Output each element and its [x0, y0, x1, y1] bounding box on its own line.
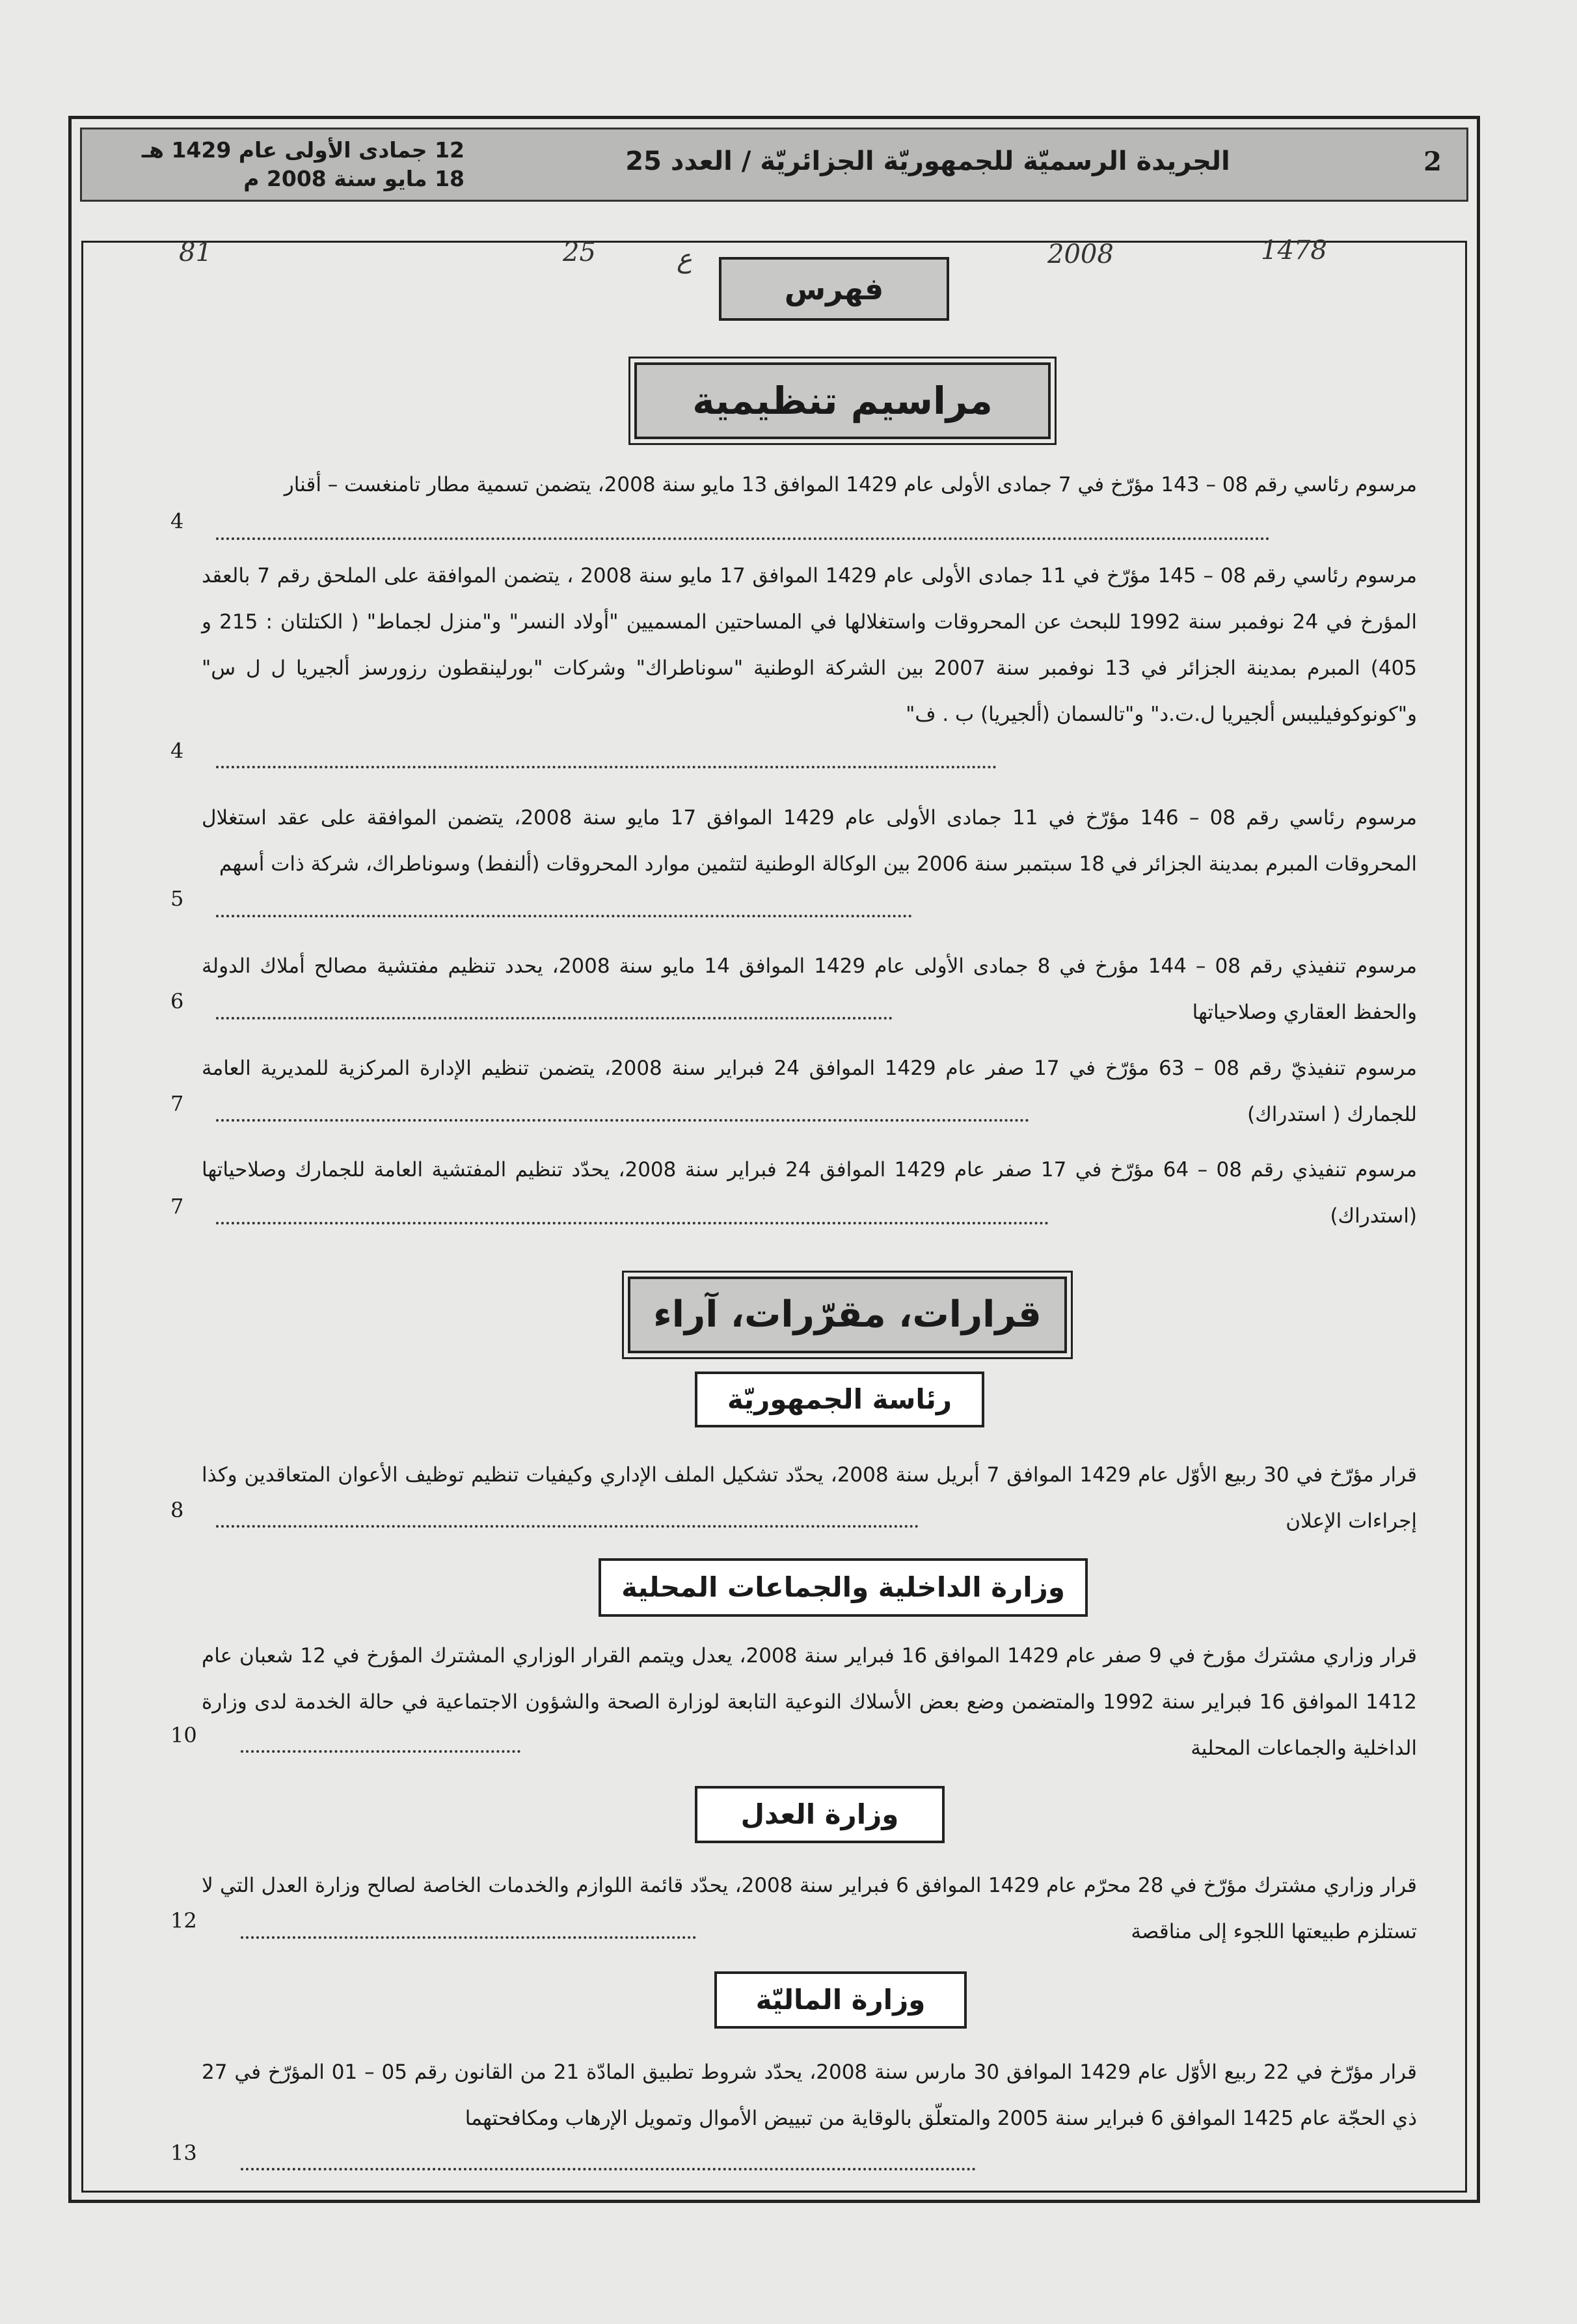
subsection-justice: وزارة العدل	[695, 1786, 945, 1843]
toc-entry: مرسوم رئاسي رقم 08 – 145 مؤرّخ في 11 جمادى الأولى عام 1429 الموافق 17 مايو سنة 2008 ، يتضمن الموافقة على الملحق رقم 7 بالعقد المؤرخ في 24 نوفمبر سنة 1992 للبحث عن المحروقات واستغلالها في المساحتين المسميين "أولاد النسر" و"منزل لجماط" ( الكتلتان : 215 و 405) المبرم بمدينة الجزائر في 13 نوفمبر سنة 2007 بين الشركة الوطنية "سوناطراك" وشركات "بورلينقطون رزورسز ألجيريا ل ل س" و"كونوكوفيليبس ألجيريا ل.ت.د" و"تالسمان (ألجيريا) ب . ف"	[202, 564, 1417, 726]
handwritten-code: 81	[179, 237, 212, 267]
toc-entry: مرسوم تنفيذي رقم 08 – 144 مؤرخ في 8 جمادى الأولى عام 1429 الموافق 14 مايو سنة 2008، يحدد تنظيم مفتشية مصالح أملاك الدولة والحفظ العقاري وصلاحياتها	[202, 954, 1417, 1024]
toc-entry: قرار وزاري مشترك مؤرخ في 9 صفر عام 1429 الموافق 16 فبراير سنة 2008، يعدل ويتمم القرار الوزاري المشترك المؤرخ في 12 شعبان عام 1412 الموافق 16 فبراير سنة 1992 والمتضمن وضع بعض الأسلاك النوعية التابعة لوزارة الصحة والشؤون الاجتماعية في حالة الخدمة لدى وزارة الداخلية والجماعات المحلية	[202, 1644, 1417, 1760]
section-title-decisions: قرارات، مقرّرات، آراء	[628, 1277, 1067, 1353]
handwritten-issue: 25	[563, 237, 596, 267]
dot-leader	[241, 1936, 696, 1939]
toc-entry: مرسوم رئاسي رقم 08 – 146 مؤرّخ في 11 جمادى الأولى عام 1429 الموافق 17 مايو سنة 2008، يتضمن الموافقة على عقد استغلال المحروقات المبرم بمدينة الجزائر في 18 سبتمبر سنة 2006 بين الوكالة الوطنية لتثمين موارد المحروقات (ألنفط) وسوناطراك، شركة ذات أسهم	[202, 806, 1417, 876]
toc-entry-page: 6	[170, 989, 184, 1014]
toc-entry-page: 4	[170, 509, 184, 534]
toc-title: فهرس	[719, 257, 949, 321]
handwritten-number: 1478	[1261, 236, 1327, 265]
toc-entry-page: 8	[170, 1498, 184, 1522]
dot-leader	[241, 2168, 976, 2170]
section-title-decrees: مراسيم تنظيمية	[634, 362, 1051, 439]
toc-entry-page: 10	[170, 1723, 197, 1748]
header-date	[100, 136, 465, 193]
toc-entry: مرسوم تنفيذي رقم 08 – 64 مؤرّخ في 17 صفر عام 1429 الموافق 24 فبراير سنة 2008، يحدّد تنظيم المفتشية العامة للجمارك وصلاحياتها (استدراك)	[202, 1158, 1418, 1228]
page-header	[80, 128, 1468, 202]
dot-leader	[216, 1222, 1049, 1224]
subsection-interior: وزارة الداخلية والجماعات المحلية	[599, 1558, 1088, 1617]
toc-entry: قرار مؤرّخ في 22 ربيع الأوّل عام 1429 الموافق 30 مارس سنة 2008، يحدّد شروط تطبيق المادّة 21 من القانون رقم 05 – 01 المؤرّخ في 27 ذي الحجّة عام 1425 الموافق 6 فبراير سنة 2005 والمتعلّق بالوقاية من تبييض الأموال وتمويل الإرهاب ومكافحتهما	[202, 2061, 1417, 2130]
header-title: الجريدة الرسميّة للجمهوريّة الجزائريّة / العدد 25	[625, 146, 1230, 176]
dot-leader	[216, 537, 1270, 540]
toc-entry-page: 7	[170, 1091, 184, 1116]
toc-entry: قرار مؤرّخ في 30 ربيع الأوّل عام 1429 الموافق 7 أبريل سنة 2008، يحدّد تشكيل الملف الإداري وكيفيات تنظيم توظيف الأعوان المتعاقدين وكذا إجراءات الإعلان	[202, 1463, 1417, 1533]
handwritten-year: 2008	[1047, 239, 1114, 269]
toc-entry-page: 4	[170, 738, 184, 763]
toc-entry-page: 7	[170, 1194, 184, 1219]
dot-leader	[216, 1525, 919, 1528]
handwritten-letter: ع	[677, 244, 692, 274]
subsection-finance: وزارة الماليّة	[714, 1971, 967, 2029]
toc-entry: قرار وزاري مشترك مؤرّخ في 28 محرّم عام 1429 الموافق 6 فبراير سنة 2008، يحدّد قائمة اللوازم والخدمات الخاصة لصالح وزارة العدل التي لا تستلزم طبيعتها اللجوء إلى مناقصة	[202, 1874, 1417, 1943]
dot-leader	[241, 1750, 520, 1753]
toc-entry: مرسوم تنفيذيّ رقم 08 – 63 مؤرّخ في 17 صفر عام 1429 الموافق 24 فبراير سنة 2008، يتضمن تنظيم الإدارة المركزية للمديرية العامة للجمارك ( استدراك)	[202, 1057, 1417, 1126]
header-date-hijri: 12 جمادى الأولى عام 1429 هـ	[141, 137, 465, 163]
dot-leader	[216, 1017, 893, 1020]
toc-entry: مرسوم رئاسي رقم 08 – 143 مؤرّخ في 7 جمادى الأولى عام 1429 الموافق 13 مايو سنة 2008، يتضمن تسمية مطار تامنغست – أقنار	[284, 473, 1417, 496]
header-date-gregorian: 18 مايو سنة 2008 م	[243, 166, 465, 191]
toc-entry-page: 5	[170, 886, 184, 911]
subsection-presidency: رئاسة الجمهوريّة	[695, 1371, 984, 1427]
header-page-number: 2	[1423, 146, 1442, 177]
dot-leader	[216, 915, 912, 917]
toc-entry-page: 13	[170, 2141, 197, 2165]
toc-entry-page: 12	[170, 1908, 197, 1933]
dot-leader	[216, 766, 997, 768]
dot-leader	[216, 1119, 1029, 1122]
